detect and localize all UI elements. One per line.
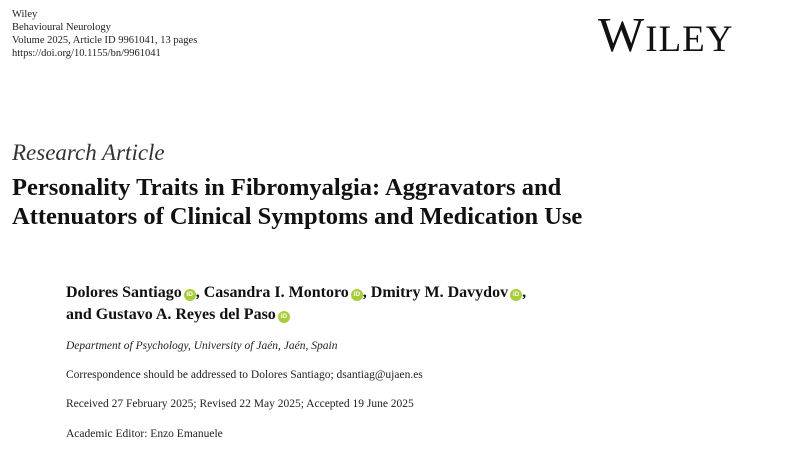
author-list (66, 282, 526, 326)
author-name[interactable]: Casandra I. Montoro (203, 284, 349, 301)
volume-info: Volume 2025, Article ID 9961041, 13 pages (12, 35, 198, 46)
author-line-1 (66, 282, 526, 304)
affiliation: Department of Psychology, University of Jaén, Jaén, Spain (66, 340, 338, 352)
doi-link[interactable]: https://doi.org/10.1155/bn/9961041 (12, 48, 161, 59)
author-line-2 (66, 304, 526, 326)
author-separator: , (195, 284, 204, 301)
article-title (12, 173, 582, 231)
academic-editor: Academic Editor: Enzo Emanuele (66, 428, 223, 440)
and-word: and (66, 306, 96, 323)
author-name[interactable]: Dmitry M. Davydov (370, 284, 509, 301)
logo-first-letter: W (598, 7, 646, 62)
correspondence: Correspondence should be addressed to Dolores Santiago; dsantiag@ujaen.es (66, 369, 423, 381)
journal-name: Behavioural Neurology (12, 22, 111, 33)
journal-meta (12, 8, 197, 60)
orcid-icon[interactable]: iD (351, 289, 363, 301)
publisher-name: Wiley (12, 9, 38, 20)
logo-rest: ILEY (645, 19, 734, 60)
author-name[interactable]: Dolores Santiago (66, 284, 182, 301)
article-type: Research Article (12, 140, 165, 165)
author-separator: , (522, 284, 527, 301)
wiley-logo (598, 9, 734, 66)
orcid-icon[interactable]: iD (184, 289, 196, 301)
author-separator: , (362, 284, 371, 301)
title-line-1: Personality Traits in Fibromyalgia: Aggravators and (12, 174, 562, 201)
orcid-icon[interactable]: iD (510, 289, 522, 301)
author-name[interactable]: Gustavo A. Reyes del Paso (95, 306, 276, 323)
publication-dates: Received 27 February 2025; Revised 22 May 2025; Accepted 19 June 2025 (66, 398, 414, 410)
title-line-2: Attenuators of Clinical Symptoms and Medication Use (12, 203, 583, 230)
orcid-icon[interactable]: iD (278, 311, 290, 323)
